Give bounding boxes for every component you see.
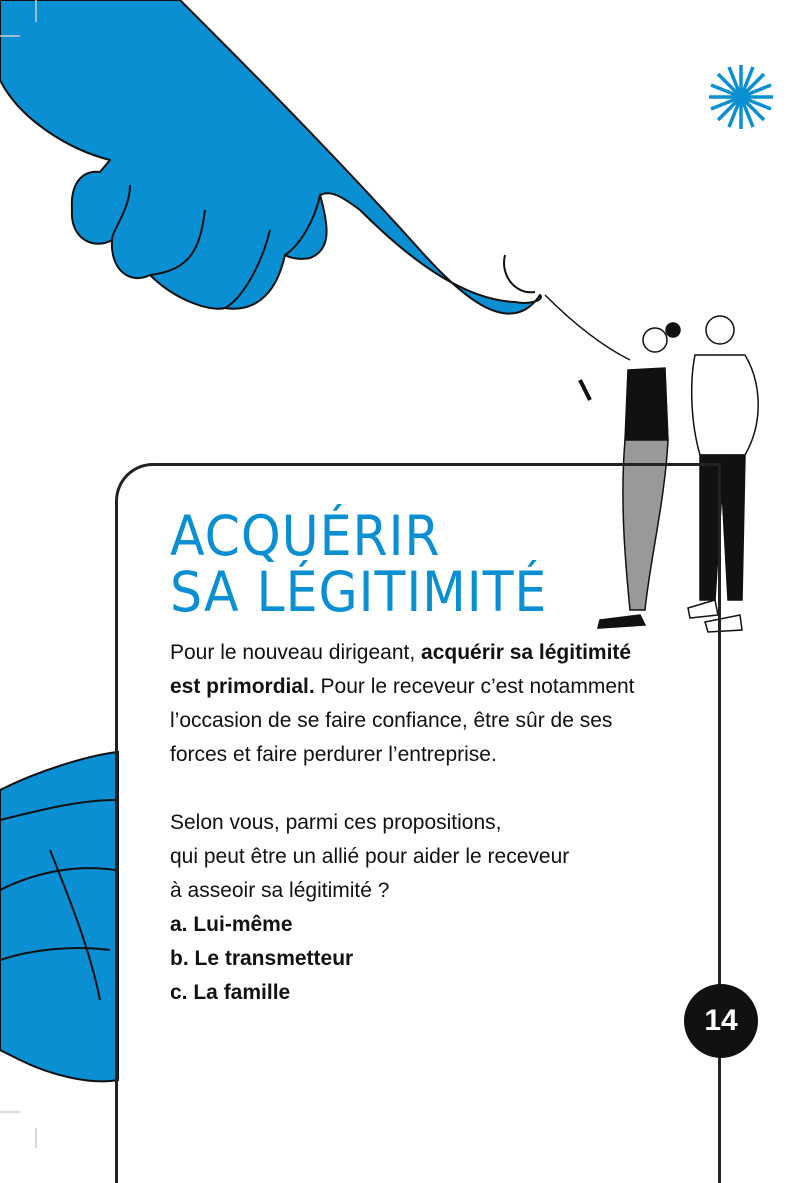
question-line: à asseoir sa légitimité ? <box>170 879 390 902</box>
intro-bold: acquérir sa légitimité est primordial. <box>170 641 632 698</box>
intro-text: Pour le nouveau dirigeant, <box>170 641 422 664</box>
starburst-icon <box>709 65 773 129</box>
page-number-badge: 14 <box>684 984 758 1058</box>
pointing-hand-illustration <box>0 0 541 314</box>
title-line-2: SA LÉGITIMITÉ <box>170 560 548 624</box>
page-title <box>170 504 580 624</box>
card-body <box>170 636 650 1010</box>
question-line: qui peut être un allié pour aider le receveur <box>170 845 570 868</box>
answer-c[interactable]: c. La famille <box>170 981 291 1004</box>
title-line-1: ACQUÉRIR <box>170 504 441 568</box>
answer-a[interactable]: a. Lui-même <box>170 913 293 936</box>
intro-text-rest: Pour le receveur c’est notamment l’occasion de se faire confiance, être sûr de ses forces et faire perdurer l’entreprise. <box>170 675 635 766</box>
question-line: Selon vous, parmi ces propositions, <box>170 811 502 834</box>
hand-illustration-bottom <box>0 752 118 1081</box>
answer-b[interactable]: b. Le transmetteur <box>170 947 354 970</box>
intro-paragraph <box>170 636 650 772</box>
